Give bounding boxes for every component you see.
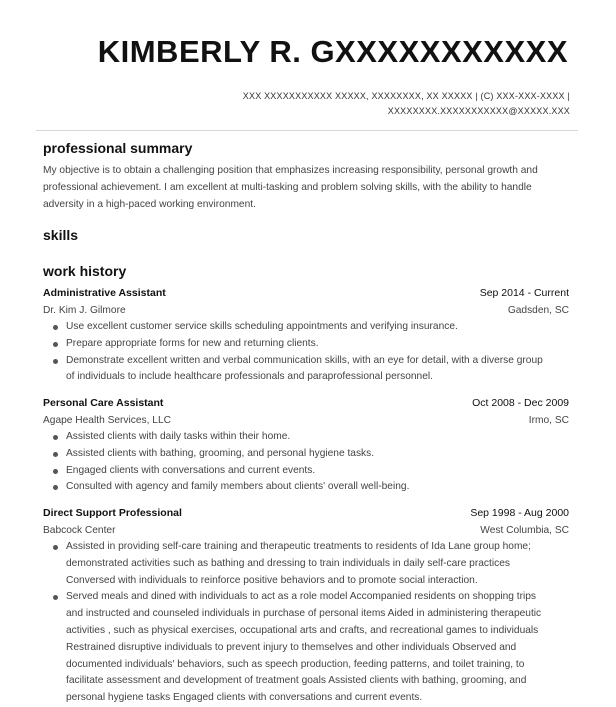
job-location: West Columbia, SC <box>480 525 569 536</box>
job-subheader <box>43 302 569 319</box>
job-subheader <box>43 522 569 539</box>
job-bullet: Assisted clients with daily tasks within their home. <box>66 429 569 446</box>
contact-line-2: XXXXXXXX.XXXXXXXXXXX@XXXXX.XXX <box>387 106 570 116</box>
job-title: Personal Care Assistant <box>43 397 164 409</box>
job-dates: Sep 1998 - Aug 2000 <box>470 507 569 519</box>
candidate-name: KIMBERLY R. GXXXXXXXXXXX <box>97 34 568 69</box>
job-entry <box>43 285 569 386</box>
job-dates: Sep 2014 - Current <box>479 287 569 299</box>
job-location: Irmo, SC <box>528 415 569 426</box>
job-bullet: Assisted clients with bathing, grooming, and personal hygiene tasks. <box>66 446 569 463</box>
job-header <box>43 285 569 302</box>
job-employer: Agape Health Services, LLC <box>43 415 171 426</box>
job-dates: Oct 2008 - Dec 2009 <box>472 397 569 409</box>
skills-heading: skills <box>43 227 79 243</box>
job-header <box>43 505 569 522</box>
job-entry <box>43 395 569 496</box>
job-bullets <box>43 319 569 386</box>
job-bullet: Demonstrate excellent written and verbal communication skills, with an eye for detail, with a diverse group of individuals to include healthcare professionals and paraprofessional personnel. <box>66 353 569 387</box>
job-bullet: Prepare appropriate forms for new and returning clients. <box>66 336 569 353</box>
job-bullet: Engaged clients with conversations and current events. <box>66 463 569 480</box>
contact-info <box>150 89 570 119</box>
contact-line-1: XXX XXXXXXXXXXX XXXXX, XXXXXXXX, XX XXXXX | (C) XXX-XXX-XXXX | <box>242 91 570 101</box>
job-bullet: Consulted with agency and family members about clients' overall well-being. <box>66 479 569 496</box>
job-employer: Dr. Kim J. Gilmore <box>43 305 126 316</box>
job-title: Direct Support Professional <box>43 507 182 519</box>
job-bullets <box>43 429 569 496</box>
job-header <box>43 395 569 412</box>
job-bullet: Use excellent customer service skills scheduling appointments and verifying insurance. <box>66 319 569 336</box>
job-title: Administrative Assistant <box>43 287 166 299</box>
work-history-heading: work history <box>43 263 127 279</box>
job-bullet: Assisted in providing self-care training and therapeutic treatments to residents of Ida Lane group home; demonstrated activities such as bathing and dressing to train individuals in daily self-care practices Conversed with individuals to reinforce positive behaviors and to promote social interaction. <box>66 539 569 589</box>
job-entry <box>43 505 569 707</box>
header-divider <box>36 130 578 131</box>
job-location: Gadsden, SC <box>507 305 569 316</box>
job-employer: Babcock Center <box>43 525 116 536</box>
job-bullet: Served meals and dined with individuals to act as a role model Accompanied residents on shopping trips and instructed and counseled individuals in purchase of personal items Aided in administering therapeutic activities , such as physical exercises, occupational arts and crafts, and recreational games to individuals Restrained disruptive individuals to prevent injury to themselves and other individuals Observed and documented individuals' behaviors, such as speech production, feeding patterns, and toilet training, to facilitate assessment and development of treatment goals Assisted clients with bathing, grooming, and personal hygiene tasks Engaged clients with conversations and current events. <box>66 589 569 707</box>
job-subheader <box>43 412 569 429</box>
summary-heading: professional summary <box>43 140 193 156</box>
summary-text: My objective is to obtain a challenging position that emphasizes increasing responsibility, personal growth and professional achievement. I am excellent at multi-tasking and problem solving skills, with the ability to handle adversity in a high-paced working environment. <box>43 165 538 210</box>
job-bullets <box>43 539 569 707</box>
